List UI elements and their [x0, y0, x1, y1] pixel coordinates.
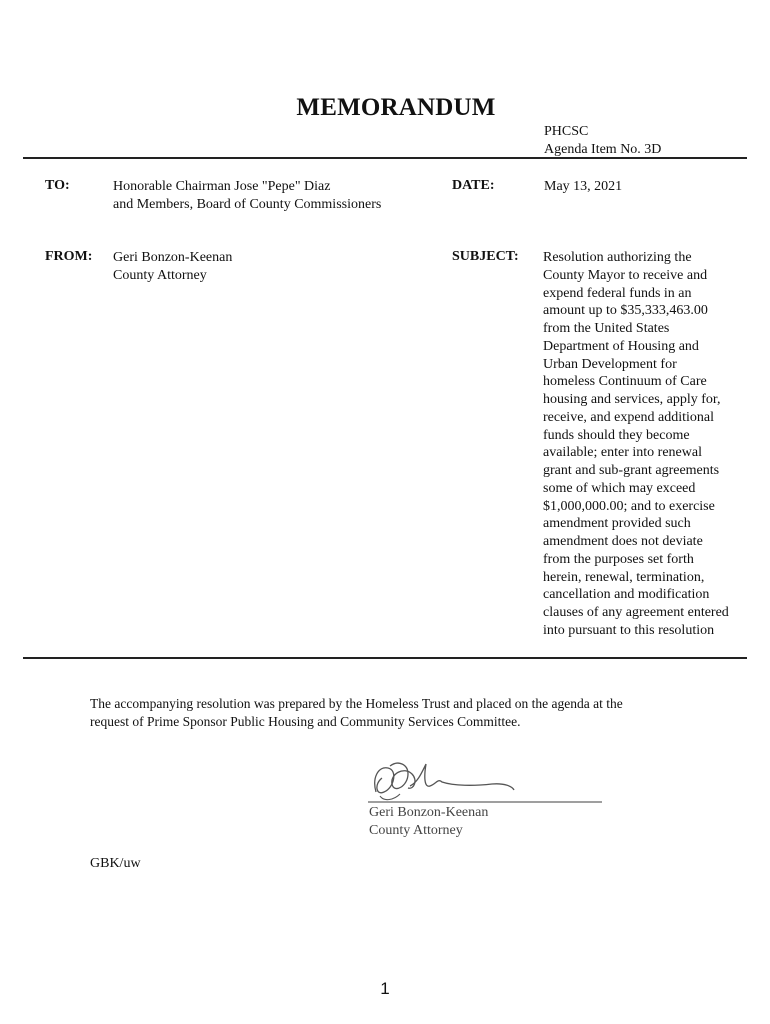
subject-line: available; enter into renewal [543, 445, 702, 461]
to-recipients [113, 178, 381, 214]
body-paragraph [90, 695, 700, 731]
subject-line: homeless Continuum of Care [543, 374, 707, 390]
page-number: 1 [380, 979, 390, 998]
agenda-meta [544, 123, 661, 159]
memo-title: MEMORANDUM [296, 94, 496, 121]
signature-image [364, 756, 609, 806]
subject-line: funds should they become [543, 427, 690, 443]
from-line-2: County Attorney [113, 268, 207, 283]
subject-line: County Mayor to receive and [543, 267, 708, 283]
subject-line: Department of Housing and [543, 338, 699, 354]
committee-code: PHCSC [544, 124, 589, 139]
subject-label: SUBJECT: [452, 249, 519, 264]
subject-line: amendment provided such [543, 516, 691, 532]
typist-initials: GBK/uw [90, 856, 141, 871]
date-label: DATE: [452, 178, 495, 193]
body-line-2: request of Prime Sponsor Public Housing and Community Services Committee. [90, 714, 521, 729]
body-line-1: The accompanying resolution was prepared by the Homeless Trust and placed on the agenda at the [90, 696, 623, 711]
signatory-title: County Attorney [369, 823, 463, 838]
from-line-1: Geri Bonzon-Keenan [113, 250, 233, 265]
subject-line: amount up to $35,333,463.00 [543, 303, 708, 319]
subject-line: amendment does not deviate [543, 534, 703, 549]
from-label: FROM: [45, 249, 93, 264]
signatory-name: Geri Bonzon-Keenan [369, 805, 489, 820]
subject-line: clauses of any agreement entered [543, 605, 729, 620]
subject-line: expend federal funds in an [543, 285, 692, 301]
to-label: TO: [45, 178, 70, 193]
subject-line: into pursuant to this resolution [543, 622, 715, 638]
to-line-1: Honorable Chairman Jose "Pepe" Diaz [113, 179, 331, 194]
subject-line: Urban Development for [543, 356, 677, 372]
subject-line: from the United States [543, 321, 670, 336]
date-value: May 13, 2021 [544, 179, 623, 194]
subject-line: some of which may exceed [543, 480, 696, 496]
subject-line: from the purposes set forth [543, 551, 694, 567]
signature-block [369, 804, 488, 840]
subject-line: cancellation and modification [543, 587, 710, 603]
subject-line: grant and sub-grant agreements [543, 463, 720, 478]
from-sender [113, 249, 232, 285]
to-line-2: and Members, Board of County Commissioners [113, 197, 382, 212]
top-divider [23, 157, 747, 159]
subject-text [543, 249, 755, 640]
subject-line: receive, and expend additional [543, 409, 715, 425]
subject-line: Resolution authorizing the [543, 250, 692, 265]
subject-line: housing and services, apply for, [543, 392, 721, 407]
subject-line: herein, renewal, termination, [543, 569, 705, 585]
subject-line: $1,000,000.00; and to exercise [543, 498, 715, 514]
agenda-item-number: Agenda Item No. 3D [544, 142, 662, 157]
bottom-divider [23, 657, 747, 659]
